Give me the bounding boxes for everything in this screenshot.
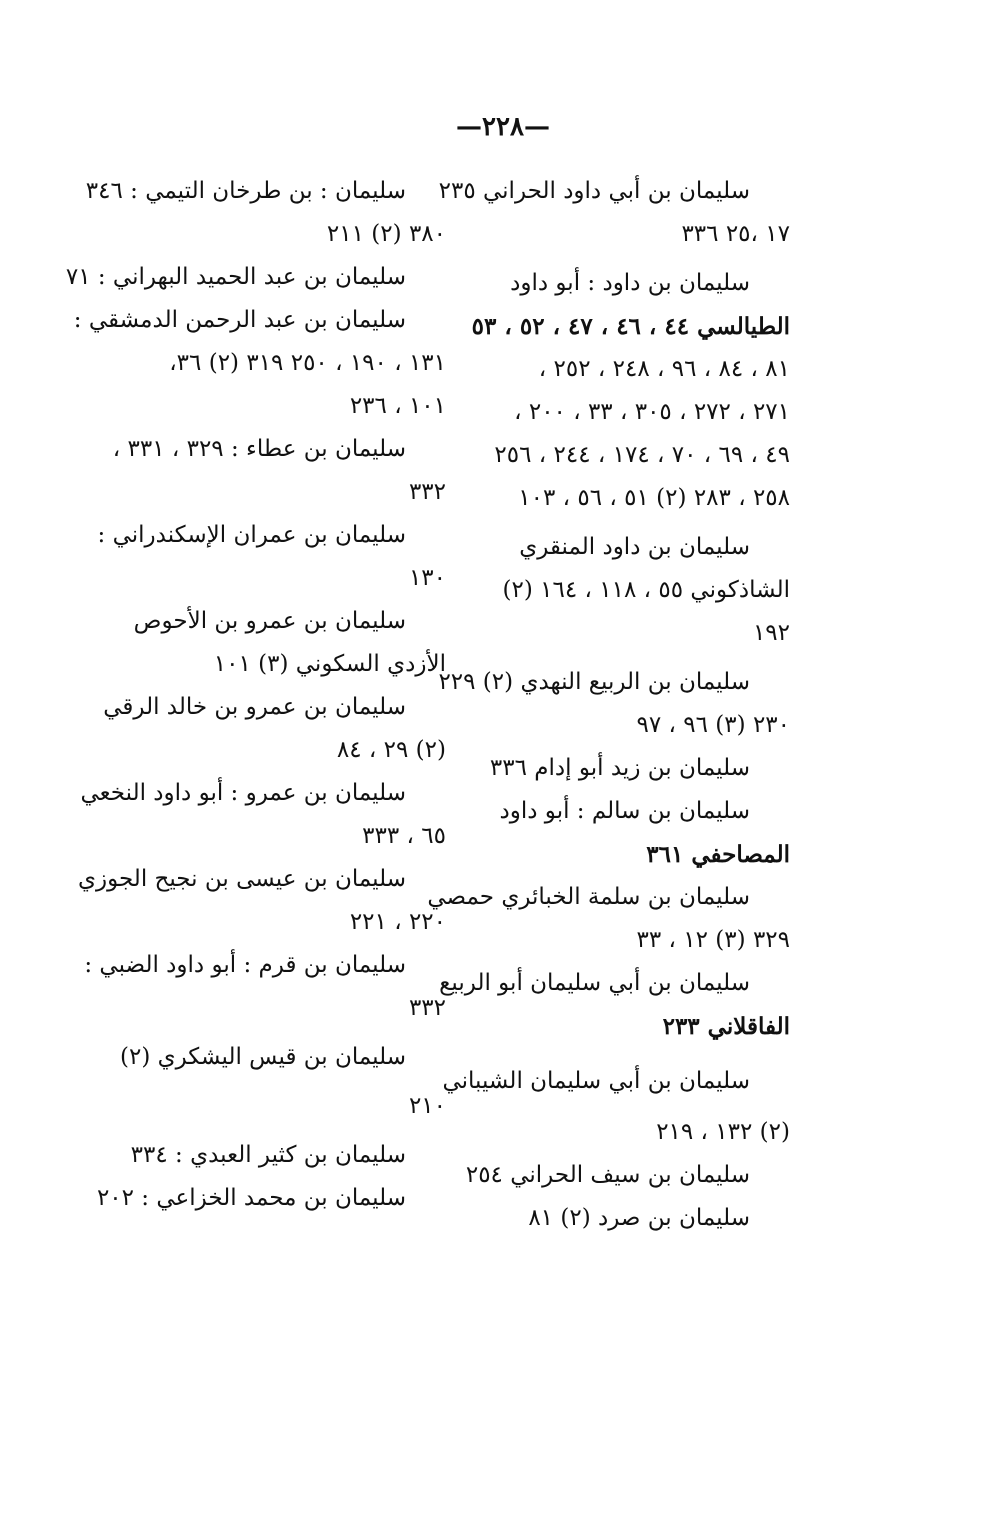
index-entry: [84, 944, 446, 1030]
entry-line: ٦٥ ، ٣٣٣: [362, 823, 446, 849]
entry-line: ١٠١ ، ٢٣٦: [349, 393, 446, 419]
index-entry: [119, 1036, 446, 1128]
entry-line: سليمان بن قيس اليشكري (٢): [119, 1044, 406, 1070]
entry-line: سليمان بن عمرو بن خالد الرقي: [103, 694, 406, 720]
entry-line: سليمان بن قرم : أبو داود الضبي :: [84, 952, 406, 978]
entry-line: سليمان بن عبد الرحمن الدمشقي :: [73, 307, 406, 333]
index-entry: [80, 772, 446, 858]
entry-line: سليمان بن صرد (٢) ٨١: [528, 1205, 750, 1231]
index-entry: [465, 1154, 790, 1197]
entry-line: المصاحفي ٣٦١: [646, 841, 790, 868]
entry-line: الفاقلاني ٢٣٣: [662, 1013, 790, 1040]
entry-line: ٢٣٠ (٣) ٩٦ ، ٩٧: [636, 712, 790, 738]
entry-line: سليمان بن عبد الحميد البهراني : ٧١: [65, 264, 406, 290]
index-entry: [112, 428, 446, 514]
entry-line: ٨١ ، ٨٤ ، ٩٦ ، ٢٤٨ ، ٢٥٢ ،: [538, 356, 790, 382]
index-entry: [438, 170, 790, 256]
entry-line: ٢١٠: [408, 1093, 446, 1119]
index-entry: [470, 262, 790, 520]
entry-line: سليمان بن أبي سليمان أبو الربيع: [439, 970, 750, 996]
entry-line: ١٣٠: [408, 565, 446, 591]
index-entry: [85, 170, 446, 256]
index-entry: [439, 962, 790, 1048]
entry-line: (٢) ١٣٢ ، ٢١٩: [656, 1119, 790, 1145]
index-entry: [97, 514, 446, 600]
entry-line: الشاذكوني ٥٥ ، ١١٨ ، ١٦٤ (٢): [502, 577, 790, 603]
entry-line: (٢) ٢٩ ، ٨٤: [336, 737, 446, 763]
entry-line: سليمان بن داود المنقري: [519, 534, 750, 560]
entry-line: ٣٣٢: [408, 479, 446, 505]
index-entry: [126, 600, 446, 686]
entry-line: سليمان بن سالم : أبو داود: [499, 798, 750, 824]
entry-line: سليمان بن محمد الخزاعي : ٢٠٢: [96, 1185, 406, 1211]
entry-line: الأزدي السكوني (٣) ١٠١: [213, 651, 446, 677]
entry-line: ١٧ ،٢٥ ٣٣٦: [681, 221, 790, 247]
index-entry: [103, 686, 446, 772]
index-entry: [470, 747, 790, 790]
entry-line: ٢٥٨ ، ٢٨٣ (٢) ٥١ ، ٥٦ ، ١٠٣: [518, 485, 790, 511]
entry-line: سليمان بن كثير العبدي : ٣٣٤: [130, 1142, 406, 1168]
index-entry: [442, 1060, 790, 1154]
entry-line: سليمان بن عمران الإسكندراني :: [97, 522, 406, 548]
index-entry: [427, 876, 790, 962]
entry-line: سليمان : بن طرخان التيمي : ٣٤٦: [85, 178, 406, 204]
entry-line: سليمان بن عمرو بن الأحوص: [133, 608, 406, 634]
entry-line: سليمان بن أبي داود الحراني ٢٣٥: [438, 178, 750, 204]
index-entry: [470, 526, 790, 655]
index-entry: [77, 858, 446, 944]
entry-line: سليمان بن داود : أبو داود: [510, 270, 750, 296]
index-entry: [438, 661, 790, 747]
entry-line: سليمان بن أبي سليمان الشيباني: [442, 1068, 750, 1094]
index-entry: [126, 1134, 446, 1177]
entry-line: الطيالسي ٤٤ ، ٤٦ ، ٤٧ ، ٥٢ ، ٥٣: [471, 313, 790, 340]
entry-line: ٢٧١ ، ٢٧٢ ، ٣٠٥ ، ٣٣ ، ٢٠٠ ،: [514, 399, 790, 425]
index-entry: [96, 1177, 446, 1220]
entry-line: ١٩٢: [752, 620, 790, 646]
index-entry: [73, 299, 446, 428]
entry-line: ٤٩ ، ٦٩ ، ٧٠ ، ١٧٤ ، ٢٤٤ ، ٢٥٦: [494, 442, 790, 468]
index-entry: [65, 256, 446, 299]
entry-line: ٣٢٩ (٣) ١٢ ، ٣٣: [636, 927, 790, 953]
entry-line: ٣٨٠ (٢) ٢١١: [326, 221, 446, 247]
entry-line: سليمان بن الربيع النهدي (٢) ٢٢٩: [438, 669, 750, 695]
index-column-left: [65, 170, 446, 1220]
entry-line: سليمان بن عمرو : أبو داود النخعي: [80, 780, 406, 806]
entry-line: ٢٢٠ ، ٢٢١: [349, 909, 446, 935]
index-entry: [470, 1197, 790, 1240]
page-number: —٢٢٨—: [456, 112, 550, 142]
entry-line: ١٣١ ، ١٩٠ ، ٢٥٠ ٣١٩ (٢) ٣٦،: [169, 350, 446, 376]
entry-line: سليمان بن سلمة الخبائري حمصي: [427, 884, 750, 910]
entry-line: سليمان بن سيف الحراني ٢٥٤: [465, 1162, 750, 1188]
entry-line: سليمان بن عيسى بن نجيح الجوزي: [77, 866, 406, 892]
entry-line: سليمان بن زيد أبو إدام ٣٣٦: [489, 755, 750, 781]
entry-line: سليمان بن عطاء : ٣٢٩ ، ٣٣١ ،: [112, 436, 406, 462]
entry-line: ٣٣٢: [408, 995, 446, 1021]
index-entry: [470, 790, 790, 876]
